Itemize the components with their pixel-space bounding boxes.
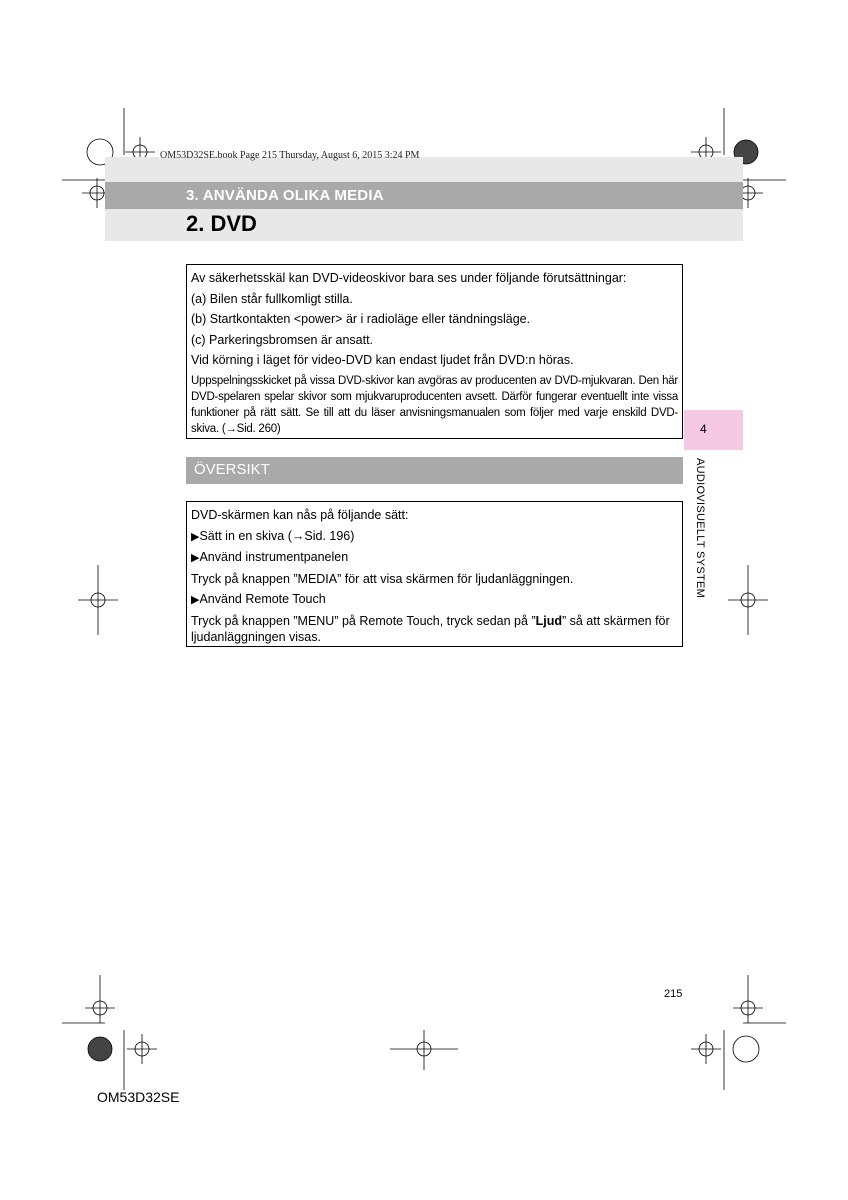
method-label: Använd Remote Touch bbox=[199, 592, 326, 606]
print-info: OM53D32SE.book Page 215 Thursday, August 6, 2015 3:24 PM bbox=[160, 150, 420, 161]
key-name: Ljud bbox=[535, 613, 562, 628]
overview-intro: DVD-skärmen kan nås på följande sätt: bbox=[191, 508, 409, 522]
section-title: 3. ANVÄNDA OLIKA MEDIA bbox=[186, 187, 384, 204]
chapter-number: 4 bbox=[700, 422, 707, 436]
method-description bbox=[191, 569, 678, 590]
key-name: MEDIA bbox=[297, 571, 338, 586]
caution-intro: Av säkerhetsskäl kan DVD-videoskivor bara ses under följande förutsättningar: bbox=[191, 271, 627, 285]
registration-target-icon bbox=[733, 1036, 759, 1062]
method-description bbox=[191, 613, 678, 645]
footer-code: OM53D32SE bbox=[97, 1089, 180, 1105]
method-label: Sätt in en skiva ( bbox=[199, 528, 292, 543]
bullet-triangle-icon: ▶ bbox=[191, 594, 200, 606]
overview-box bbox=[186, 501, 683, 647]
method-text: Tryck på knappen ” bbox=[191, 571, 298, 586]
caution-note: Vid körning i läget för video-DVD kan endast ljudet från DVD:n höras. bbox=[191, 353, 574, 367]
caution-detail-text: Uppspelningsskicket på vissa DVD-skivor kan avgöras av producenten av DVD-mjukvaran. Den här DVD-spelaren spelar skivor som mjukvaruproducenten avsett. Därför fungerar eventuellt inte vissa funktioner på rätt sätt. Se till att du läser anvisningsmanualen som följer med varje enskild DVD-skiva. ( bbox=[191, 374, 678, 435]
overview-title: ÖVERSIKT bbox=[194, 461, 270, 478]
chapter-side-label: AUDIOVISUELLT SYSTEM bbox=[694, 458, 706, 599]
condition-item: (c) Parkeringsbromsen är ansatt. bbox=[191, 332, 374, 347]
method-item bbox=[191, 547, 678, 569]
chapter-tab bbox=[684, 410, 743, 450]
arrow-icon: → bbox=[225, 422, 237, 435]
caution-detail bbox=[191, 373, 678, 437]
page-reference-link[interactable]: Sid. 196) bbox=[304, 528, 355, 543]
method-text: ” på Remote Touch, tryck sedan på ” bbox=[334, 613, 536, 628]
page-number: 215 bbox=[664, 988, 683, 1000]
bullet-triangle-icon: ▶ bbox=[191, 552, 200, 564]
method-text: ” för att visa skärmen för ljudanläggningen. bbox=[337, 571, 574, 586]
method-item bbox=[191, 589, 678, 611]
arrow-icon: → bbox=[291, 528, 305, 543]
method-text: ” så att skärmen för ljudanläggningen visas. bbox=[191, 613, 670, 644]
caution-box bbox=[186, 264, 683, 439]
condition-item: (a) Bilen står fullkomligt stilla. bbox=[191, 291, 353, 306]
condition-item: (b) Startkontakten <power> är i radioläge eller tändningsläge. bbox=[191, 312, 531, 326]
method-label: Använd instrumentpanelen bbox=[199, 550, 349, 564]
bullet-triangle-icon: ▶ bbox=[191, 530, 200, 543]
method-item bbox=[191, 526, 678, 548]
page-reference-link[interactable]: Sid. 260) bbox=[236, 422, 281, 435]
registration-dot-icon bbox=[88, 1037, 112, 1061]
chapter-title: 2. DVD bbox=[186, 211, 257, 236]
method-text: Tryck på knappen ” bbox=[191, 613, 298, 628]
key-name: MENU bbox=[297, 613, 335, 628]
